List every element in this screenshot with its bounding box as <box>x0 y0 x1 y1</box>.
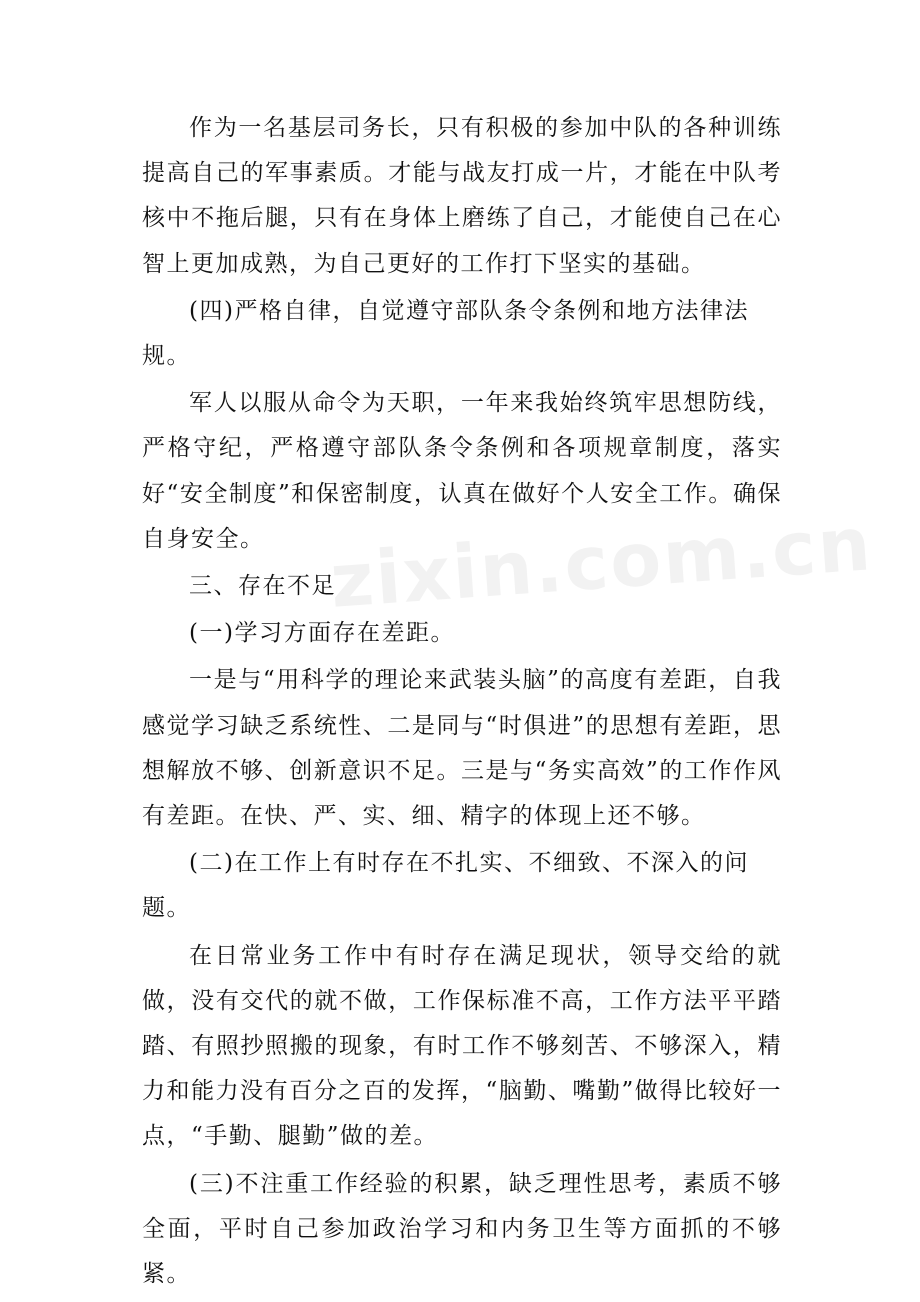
paragraph-study-gap: 一是与“用科学的理论来武装头脑”的高度有差距，自我感觉学习缺乏系统性、二是同与“时俱进”的思想有差距，思想解放不够、创新意识不足。三是与“务实高效”的工作作风有差距。在快、严、实、细、精字的体现上还不够。 <box>142 667 782 830</box>
watermark: zixin.com.cn <box>327 501 876 625</box>
paragraph-military-training: 作为一名基层司务长，只有积极的参加中队的各种训练提高自己的军事素质。才能与战友打成一片，才能在中队考核中不拖后腿，只有在身体上磨练了自己，才能使自己在心智上更加成熟，为自己更好的工作打下坚实的基础。 <box>142 115 782 277</box>
subheading-study-gap: (一)学习方面存在差距。 <box>189 620 455 647</box>
paragraph-work-issues: 在日常业务工作中有时存在满足现状，领导交给的就做，没有交代的就不做，工作保标准不高，工作方法平平踏踏、有照抄照搬的现象，有时工作不够刻苦、不够深入，精力和能力没有百分之百的发挥，“脑勤、嘴勤”做得比较好一点，“手勤、腿勤”做的差。 <box>142 942 782 1150</box>
subheading-self-discipline: (四)严格自律，自觉遵守部队条令条例和地方法律法规。 <box>142 297 749 370</box>
paragraph-obey-orders: 军人以服从命令为天职，一年来我始终筑牢思想防线，严格守纪，严格遵守部队条令条例和各项规章制度，落实好“安全制度”和保密制度，认真在做好个人安全工作。确保自身安全。 <box>142 390 782 552</box>
subheading-work-issues: (二)在工作上有时存在不扎实、不细致、不深入的问题。 <box>142 850 749 922</box>
paragraph-experience: (三)不注重工作经验的积累，缺乏理性思考，素质不够全面，平时自己参加政治学习和内务卫生等方面抓的不够紧。 <box>142 1170 782 1288</box>
section-heading-shortcomings: 三、存在不足 <box>189 573 336 600</box>
document-body <box>142 106 782 1299</box>
